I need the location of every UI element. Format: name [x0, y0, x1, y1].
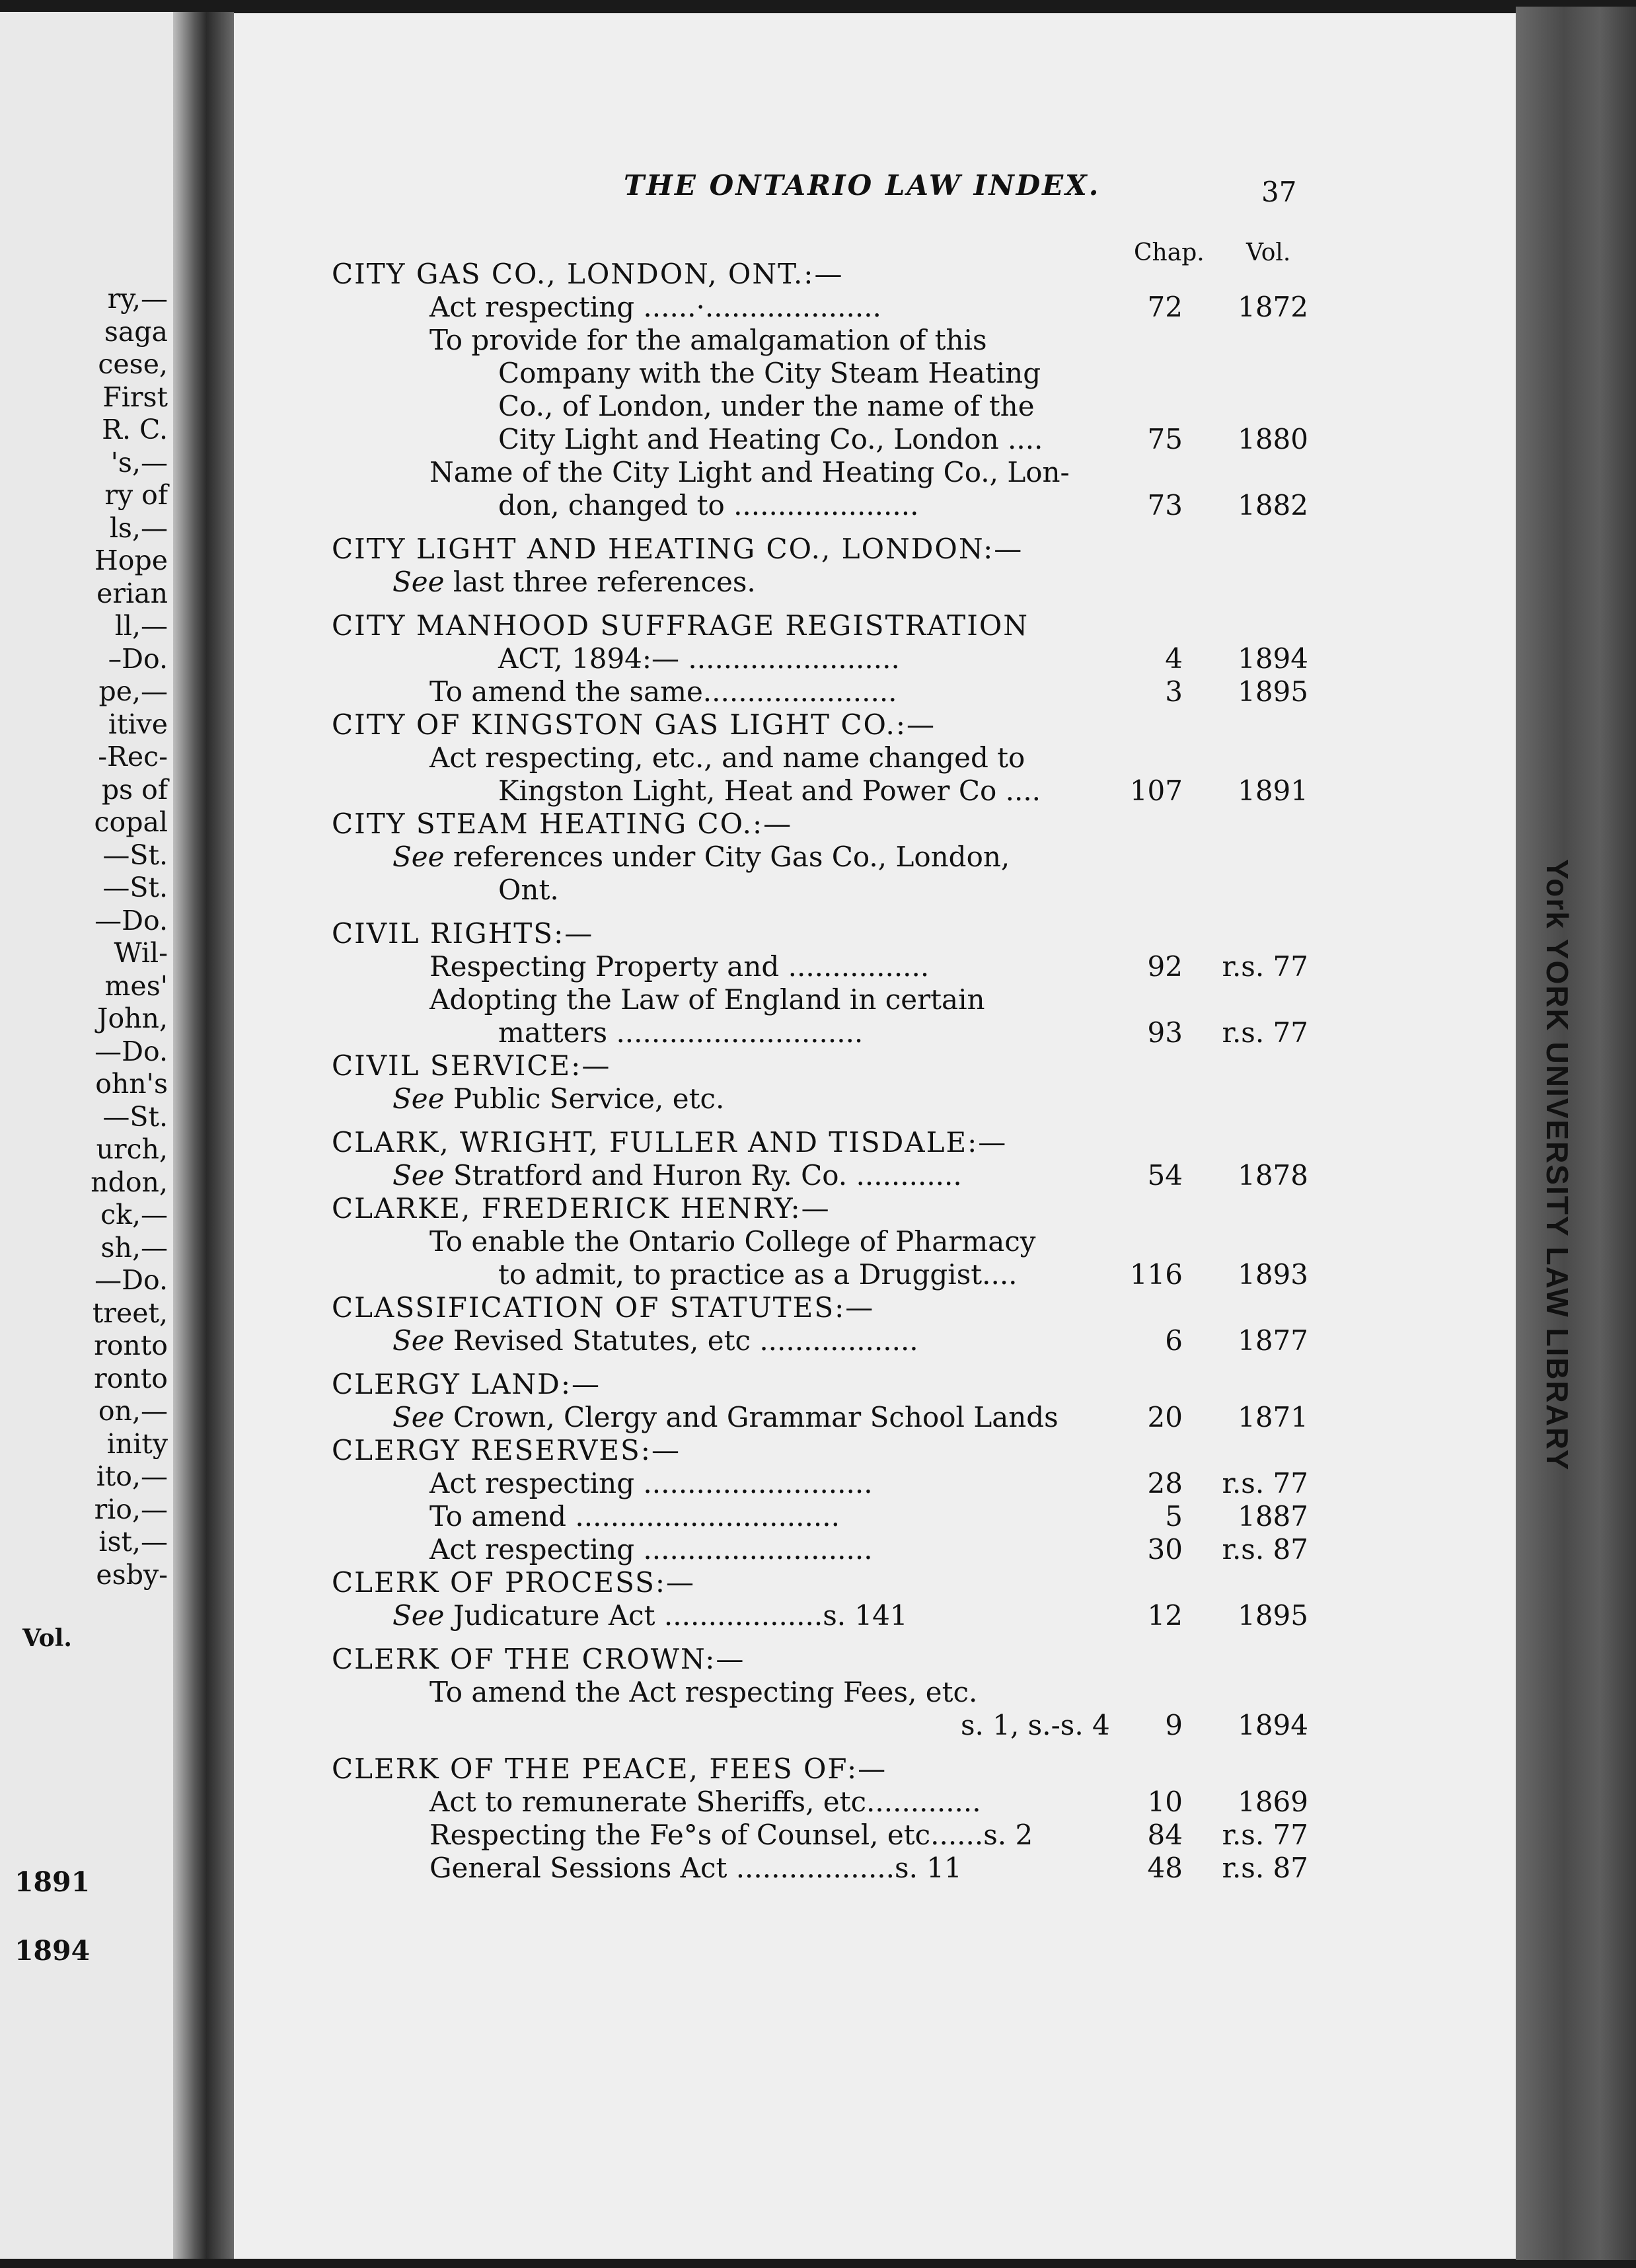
- entry-description: Respecting the Fe°s of Counsel, etc......s. 2: [429, 1819, 1033, 1851]
- entry-description: Co., of London, under the name of the: [498, 390, 1035, 422]
- entry-text: [429, 1500, 840, 1532]
- volume-year: 1877: [1238, 1324, 1308, 1357]
- index-entry: [234, 1082, 1489, 1115]
- chapter-number: 28: [1147, 1467, 1183, 1499]
- facing-page-fragment: saga: [104, 315, 168, 348]
- entry-description: City Light and Heating Co., London ....: [498, 423, 1043, 455]
- see-reference: See: [392, 1401, 445, 1433]
- chap-column-header: Chap.: [1134, 239, 1205, 266]
- heading-text: CIVIL RIGHTS:—: [332, 917, 594, 950]
- chapter-number: 6: [1165, 1324, 1183, 1357]
- entry-description: s. 1, s.-s. 4: [961, 1709, 1110, 1741]
- index-entry: [234, 1852, 1489, 1885]
- entry-text: [498, 423, 1043, 455]
- chapter-number: 73: [1147, 489, 1183, 521]
- facing-page-year: 1891: [15, 1866, 91, 1898]
- index-entry: [234, 291, 1489, 324]
- volume-year: 1882: [1238, 489, 1308, 521]
- entry-description: Stratford and Huron Ry. Co. ............: [444, 1159, 962, 1191]
- index-entry: [234, 1533, 1489, 1566]
- entry-description: Respecting Property and ................: [429, 950, 930, 983]
- chapter-number: 107: [1129, 775, 1183, 807]
- index-heading: [234, 808, 1489, 841]
- entry-text: [429, 741, 1025, 774]
- entry-text: [429, 1786, 981, 1818]
- entry-text: [429, 1467, 873, 1499]
- entry-description: To enable the Ontario College of Pharmacy: [429, 1225, 1036, 1258]
- facing-page-fragment: ck,—: [100, 1199, 168, 1230]
- volume-year: 1880: [1238, 423, 1308, 455]
- volume-year: 1872: [1238, 291, 1308, 323]
- volume-year: r.s. 77: [1222, 1467, 1308, 1499]
- facing-page-fragment: R. C.: [102, 414, 168, 445]
- entry-description: Company with the City Steam Heating: [498, 357, 1041, 389]
- entry-text: [498, 357, 1041, 389]
- entry-text: [498, 1258, 1018, 1291]
- chapter-number: 48: [1147, 1852, 1183, 1884]
- entry-text: [961, 1709, 1110, 1741]
- facing-page-vol-label: Vol.: [22, 1624, 72, 1652]
- entry-description: General Sessions Act ..................s. 11: [429, 1852, 962, 1884]
- heading-text: CIVIL SERVICE:—: [332, 1049, 611, 1082]
- entry-description: last three references.: [444, 566, 756, 598]
- entry-description: Adopting the Law of England in certain: [429, 983, 985, 1016]
- index-heading: [234, 1434, 1489, 1467]
- chapter-number: 12: [1147, 1599, 1183, 1632]
- volume-year: 1887: [1238, 1500, 1308, 1532]
- entry-text: [429, 1676, 977, 1708]
- facing-page-year: 1894: [15, 1935, 91, 1967]
- entry-description: Judicature Act ..................s. 141: [444, 1599, 908, 1632]
- index-entry: [234, 775, 1489, 808]
- facing-page: [0, 12, 173, 2259]
- volume-year: 1891: [1238, 775, 1308, 807]
- volume-year: 1894: [1238, 642, 1308, 675]
- heading-text: CLERGY RESERVES:—: [332, 1434, 681, 1466]
- facing-page-fragment: treet,: [92, 1297, 168, 1329]
- running-head: THE ONTARIO LAW INDEX.: [624, 169, 1101, 202]
- index-entry: [234, 950, 1489, 983]
- heading-text: CITY STEAM HEATING CO.:—: [332, 808, 793, 840]
- entry-text: [498, 642, 900, 675]
- facing-page-fragment: esby-: [96, 1558, 168, 1591]
- index-entry: [234, 675, 1489, 708]
- volume-year: 1878: [1238, 1159, 1308, 1191]
- index-heading: [234, 1566, 1489, 1599]
- entry-text: [498, 775, 1041, 807]
- volume-year: 1895: [1238, 675, 1308, 708]
- volume-year: 1895: [1238, 1599, 1308, 1632]
- entry-description: Act respecting, etc., and name changed to: [429, 741, 1025, 774]
- heading-text: CLARKE, FREDERICK HENRY:—: [332, 1192, 831, 1225]
- facing-page-fragment: ll,—: [114, 610, 168, 642]
- see-reference: See: [392, 1159, 445, 1191]
- entry-description: To amend the Act respecting Fees, etc.: [429, 1676, 978, 1708]
- entry-text: [498, 874, 559, 906]
- facing-page-fragment: ist,—: [98, 1526, 168, 1558]
- facing-page-fragment: rio,—: [94, 1493, 168, 1525]
- facing-page-fragment: —Do.: [94, 1264, 168, 1296]
- volume-year: r.s. 87: [1222, 1852, 1308, 1884]
- index-entry: [234, 983, 1489, 1016]
- see-reference: See: [392, 1082, 445, 1115]
- index-entry: [234, 1786, 1489, 1819]
- volume-year: 1894: [1238, 1709, 1308, 1741]
- facing-page-fragment: copal: [94, 806, 168, 838]
- facing-page-fragment: John,: [97, 1002, 168, 1034]
- chapter-number: 72: [1147, 291, 1183, 323]
- chapter-number: 10: [1147, 1786, 1183, 1818]
- index-entry: [234, 1500, 1489, 1533]
- entry-description: Act respecting ..........................: [429, 1533, 873, 1566]
- facing-page-fragment: —St.: [102, 1100, 168, 1133]
- facing-page-fragment: –Do.: [108, 642, 168, 675]
- index-entry: [234, 357, 1489, 390]
- chapter-number: 3: [1165, 675, 1183, 708]
- entry-description: To amend the same......................: [429, 675, 897, 708]
- heading-text: CLERGY LAND:—: [332, 1368, 601, 1400]
- heading-text: CLERK OF PROCESS:—: [332, 1566, 696, 1599]
- facing-page-fragment: ito,—: [96, 1460, 168, 1492]
- index-entry: [234, 1599, 1489, 1632]
- facing-page-fragment: —Do.: [94, 904, 168, 936]
- entry-text: [429, 291, 881, 323]
- index-entry: [234, 1159, 1489, 1192]
- facing-page-fragment: Wil-: [114, 937, 168, 969]
- chapter-number: 84: [1147, 1819, 1183, 1851]
- facing-page-fragment: sh,—: [100, 1231, 168, 1264]
- index-entry: [234, 1324, 1489, 1357]
- entry-text: [392, 841, 1010, 873]
- index-entry: [234, 1676, 1489, 1709]
- heading-text: CLERK OF THE CROWN:—: [332, 1643, 745, 1675]
- index-entry: [234, 489, 1489, 522]
- index-entry: [234, 1709, 1489, 1742]
- index-heading: [234, 1753, 1489, 1786]
- chapter-number: 5: [1165, 1500, 1183, 1532]
- facing-page-fragment: pe,—: [98, 675, 168, 707]
- index-entry: [234, 423, 1489, 456]
- see-reference: See: [392, 566, 445, 598]
- facing-page-fragment: ronto: [94, 1330, 168, 1361]
- entry-description: to admit, to practice as a Druggist....: [498, 1258, 1018, 1291]
- index-heading: [234, 1643, 1489, 1676]
- entry-text: [498, 1016, 863, 1049]
- facing-page-fragment: ry,—: [107, 283, 168, 315]
- entry-description: Public Service, etc.: [444, 1082, 725, 1115]
- chapter-number: 93: [1147, 1016, 1183, 1049]
- index-entry: [234, 1819, 1489, 1852]
- index-entry: [234, 642, 1489, 675]
- facing-page-fragment: ps of: [101, 773, 168, 806]
- facing-page-fragment: First: [102, 381, 168, 413]
- entry-description: references under City Gas Co., London,: [444, 841, 1010, 873]
- entry-description: Act respecting ..........................: [429, 1467, 873, 1499]
- index-heading: [234, 1126, 1489, 1159]
- facing-page-fragment: ohn's: [95, 1068, 168, 1100]
- entry-text: [392, 1082, 724, 1115]
- volume-year: r.s. 77: [1222, 1016, 1308, 1049]
- heading-text: CLERK OF THE PEACE, FEES OF:—: [332, 1753, 887, 1785]
- volume-year: r.s. 77: [1222, 950, 1308, 983]
- chapter-number: 20: [1147, 1401, 1183, 1433]
- volume-year: 1869: [1238, 1786, 1308, 1818]
- entry-description: don, changed to .....................: [498, 489, 919, 521]
- facing-page-fragment: mes': [104, 969, 168, 1002]
- entry-description: ACT, 1894:— ........................: [498, 642, 900, 675]
- entry-description: Name of the City Light and Heating Co., Lon-: [429, 456, 1070, 488]
- entry-description: Ont.: [498, 874, 559, 906]
- heading-text: CITY MANHOOD SUFFRAGE REGISTRATION: [332, 609, 1029, 642]
- entry-description: Crown, Clergy and Grammar School Lands: [444, 1401, 1059, 1433]
- index-entry: [234, 324, 1489, 357]
- entry-text: [392, 1401, 1059, 1433]
- entry-text: [498, 390, 1035, 422]
- page-number: 37: [1261, 176, 1297, 208]
- index-heading: [234, 609, 1489, 642]
- chapter-number: 116: [1129, 1258, 1183, 1291]
- book-edge: [1516, 7, 1636, 2260]
- heading-text: CLASSIFICATION OF STATUTES:—: [332, 1291, 875, 1324]
- index-heading: [234, 1192, 1489, 1225]
- entry-text: [429, 456, 1070, 488]
- facing-page-fragment: ronto: [94, 1362, 168, 1394]
- facing-page-fragment: urch,: [96, 1133, 168, 1165]
- see-reference: See: [392, 1324, 445, 1357]
- heading-text: CITY OF KINGSTON GAS LIGHT CO.:—: [332, 708, 936, 741]
- index-entry: [234, 1258, 1489, 1291]
- volume-year: 1871: [1238, 1401, 1308, 1433]
- index-entry: [234, 566, 1489, 599]
- chapter-number: 54: [1147, 1159, 1183, 1191]
- entry-text: [429, 324, 987, 356]
- see-reference: See: [392, 841, 445, 873]
- chapter-number: 4: [1165, 642, 1183, 675]
- index-heading: [234, 258, 1489, 291]
- entry-text: [429, 1819, 1033, 1851]
- entry-description: Kingston Light, Heat and Power Co ....: [498, 775, 1041, 807]
- index-entry: [234, 456, 1489, 489]
- entry-description: To amend ..............................: [429, 1500, 840, 1532]
- index-entry: [234, 1467, 1489, 1500]
- facing-page-fragment: 's,—: [110, 446, 168, 478]
- facing-page-fragment: ndon,: [91, 1166, 168, 1198]
- index-heading: [234, 1291, 1489, 1324]
- entry-text: [429, 950, 929, 983]
- facing-page-fragment: on,—: [98, 1395, 168, 1427]
- entry-description: Act respecting ......·....................: [429, 291, 881, 323]
- entry-text: [429, 1225, 1036, 1258]
- facing-page-fragment: erian: [96, 577, 168, 609]
- index-entry: [234, 841, 1489, 874]
- facing-page-fragment: —Do.: [94, 1035, 168, 1067]
- vol-column-header: Vol.: [1246, 239, 1291, 266]
- see-reference: See: [392, 1599, 445, 1632]
- index-heading: [234, 708, 1489, 741]
- entry-description: Act to remunerate Sheriffs, etc.............: [429, 1786, 981, 1818]
- library-stamp: York YORK UNIVERSITY LAW LIBRARY: [1540, 859, 1575, 1472]
- entry-text: [498, 489, 918, 521]
- facing-page-fragment: Hope: [94, 545, 168, 576]
- facing-page-fragment: ls,—: [109, 511, 168, 544]
- entry-text: [392, 566, 756, 598]
- chapter-number: 30: [1147, 1533, 1183, 1566]
- heading-text: CITY LIGHT AND HEATING CO., LONDON:—: [332, 533, 1023, 565]
- volume-year: r.s. 87: [1222, 1533, 1308, 1566]
- entry-description: matters ............................: [498, 1016, 864, 1049]
- index-heading: [234, 533, 1489, 566]
- chapter-number: 75: [1147, 423, 1183, 455]
- facing-page-fragment: inity: [106, 1427, 168, 1460]
- entry-text: [392, 1324, 918, 1357]
- facing-page-fragment: —St.: [102, 872, 168, 903]
- index-heading: [234, 1368, 1489, 1401]
- entry-text: [429, 1852, 962, 1884]
- index-heading: [234, 917, 1489, 950]
- entry-text: [429, 675, 897, 708]
- index-heading: [234, 1049, 1489, 1082]
- facing-page-fragment: ry of: [104, 479, 168, 511]
- index-entry: [234, 390, 1489, 423]
- entry-text: [392, 1159, 962, 1191]
- facing-page-fragment: —St.: [102, 839, 168, 871]
- entry-text: [429, 983, 985, 1016]
- chapter-number: 92: [1147, 950, 1183, 983]
- heading-text: CLARK, WRIGHT, FULLER AND TISDALE:—: [332, 1126, 1008, 1158]
- index-entry: [234, 1016, 1489, 1049]
- chapter-number: 9: [1165, 1709, 1183, 1741]
- facing-page-fragment: itive: [108, 708, 168, 740]
- facing-page-fragment: cese,: [98, 348, 168, 380]
- entry-description: Revised Statutes, etc ..................: [444, 1324, 918, 1357]
- entry-text: [429, 1533, 873, 1566]
- facing-page-fragment: -Rec-: [98, 741, 168, 773]
- volume-year: r.s. 77: [1222, 1819, 1308, 1851]
- heading-text: CITY GAS CO., LONDON, ONT.:—: [332, 258, 844, 290]
- entry-description: To provide for the amalgamation of this: [429, 324, 987, 356]
- book-gutter: [173, 12, 234, 2259]
- index-entry: [234, 741, 1489, 775]
- index-entry: [234, 874, 1489, 907]
- index-entry: [234, 1225, 1489, 1258]
- entry-text: [392, 1599, 908, 1632]
- index-entry: [234, 1401, 1489, 1434]
- volume-year: 1893: [1238, 1258, 1308, 1291]
- index-page: [234, 13, 1516, 2259]
